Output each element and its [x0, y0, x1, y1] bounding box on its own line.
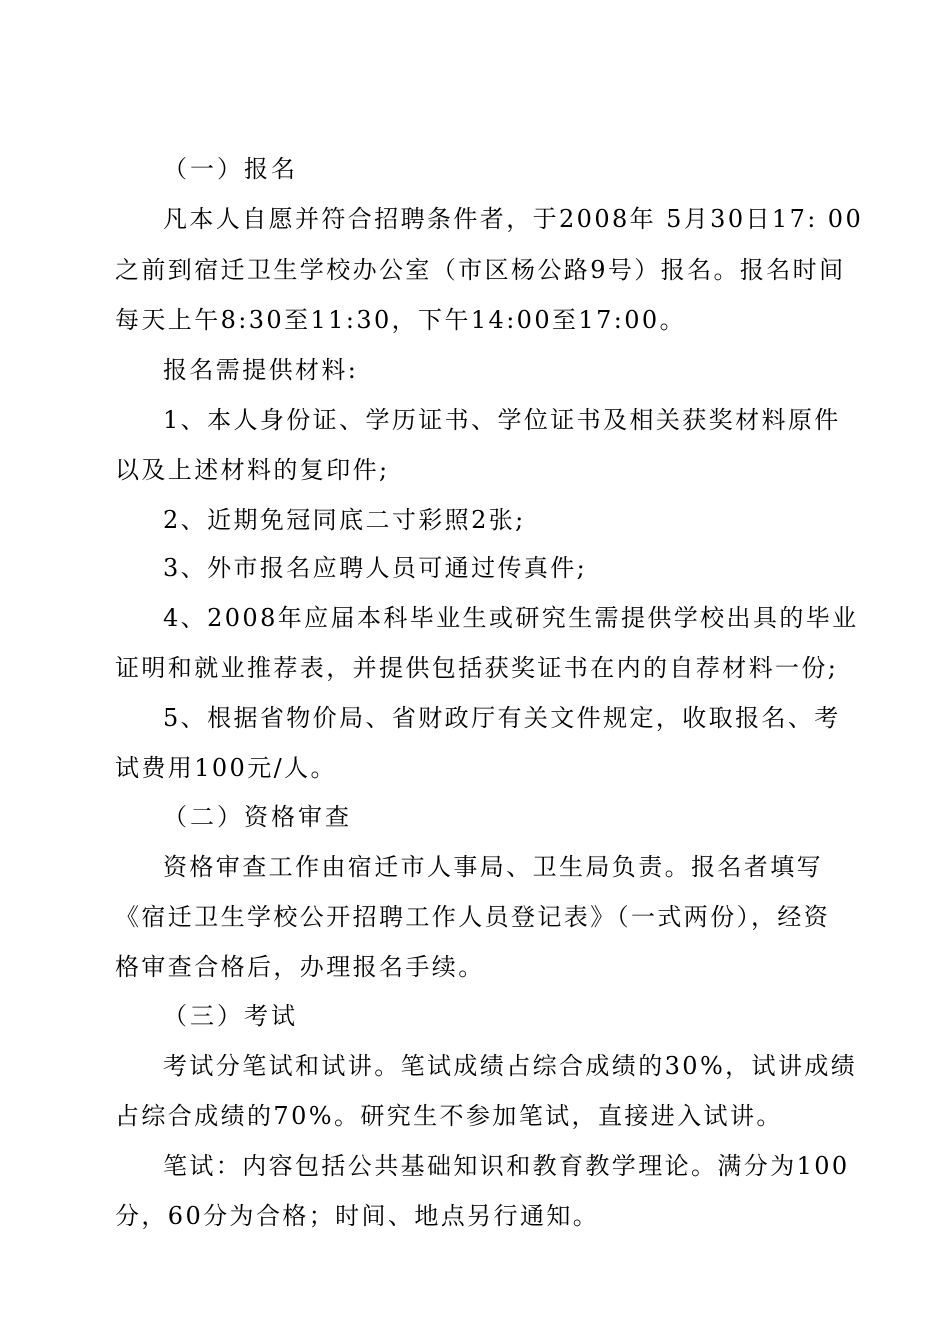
paragraph-line: 资格审查工作由宿迁市人事局、卫生局负责。报名者填写	[163, 853, 823, 881]
paragraph-line: 考试分笔试和试讲。笔试成绩占综合成绩的30%，试讲成绩	[163, 1052, 858, 1080]
paragraph-line: 每天上午8:30至11:30，下午14:00至17:00。	[115, 306, 686, 334]
paragraph-line: 《宿迁卫生学校公开招聘工作人员登记表》（一式两份），经资	[115, 903, 831, 931]
section-heading-qualification: （二）资格审查	[163, 803, 352, 831]
list-item-line: 5、根据省物价局、省财政厅有关文件规定，收取报名、考	[163, 704, 841, 732]
section-heading-exam: （三）考试	[163, 1002, 298, 1030]
list-item-line: 2、近期免冠同底二寸彩照2张;	[163, 506, 526, 534]
list-item-line: 1、本人身份证、学历证书、学位证书及相关获奖材料原件	[163, 406, 841, 434]
paragraph-line: 凡本人自愿并符合招聘条件者，于2008年 5月30日17: 00	[163, 205, 864, 233]
paragraph-line: 笔试：内容包括公共基础知识和教育教学理论。满分为100	[163, 1152, 850, 1180]
paragraph-line: 分，60分为合格；时间、地点另行通知。	[115, 1202, 600, 1230]
list-item-line: 试费用100元/人。	[115, 754, 337, 782]
list-item-line: 以及上述材料的复印件;	[115, 456, 390, 484]
paragraph-line: 格审查合格后，办理报名手续。	[115, 953, 485, 981]
section-heading-registration: （一）报名	[163, 155, 298, 183]
list-item-line: 4、2008年应届本科毕业生或研究生需提供学校出具的毕业	[163, 604, 859, 632]
paragraph-line: 之前到宿迁卫生学校办公室（市区杨公路9号）报名。报名时间	[115, 256, 846, 284]
list-item-line: 证明和就业推荐表，并提供包括获奖证书在内的自荐材料一份;	[115, 654, 839, 682]
paragraph-line: 报名需提供材料:	[163, 356, 359, 384]
list-item-line: 3、外市报名应聘人员可通过传真件;	[163, 554, 588, 582]
paragraph-line: 占综合成绩的70%。研究生不参加笔试，直接进入试讲。	[115, 1102, 783, 1130]
